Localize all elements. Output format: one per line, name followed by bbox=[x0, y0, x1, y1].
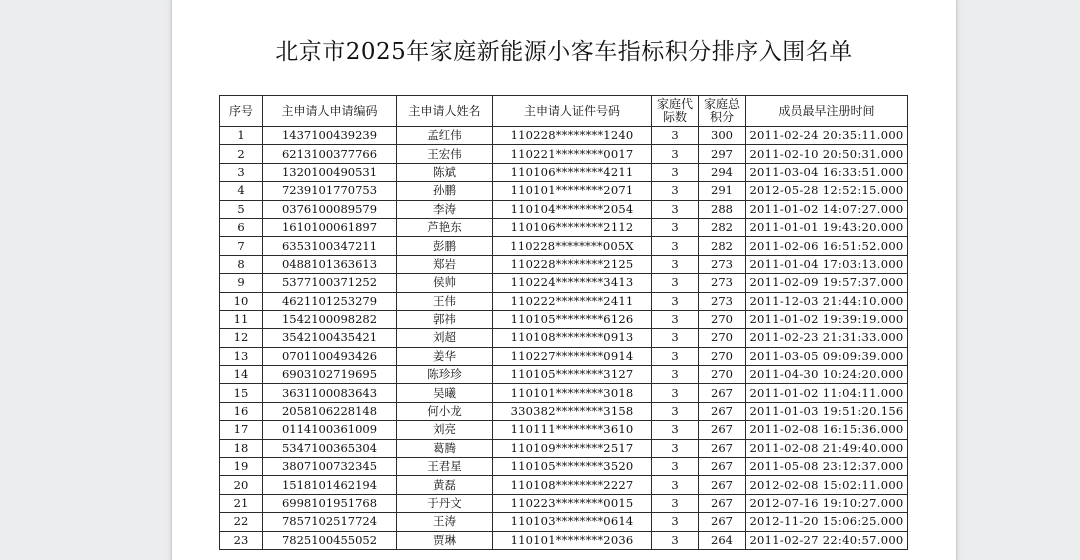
cell-generations: 3 bbox=[652, 310, 699, 328]
cell-generations: 3 bbox=[652, 237, 699, 255]
cell-seq: 1 bbox=[220, 127, 263, 145]
cell-generations: 3 bbox=[652, 329, 699, 347]
cell-seq: 23 bbox=[220, 531, 263, 549]
table-row bbox=[220, 310, 908, 328]
cell-total-points: 267 bbox=[699, 439, 746, 457]
cell-earliest-reg: 2011-01-02 19:39:19.000 bbox=[746, 310, 908, 328]
cell-total-points: 267 bbox=[699, 494, 746, 512]
cell-seq: 8 bbox=[220, 255, 263, 273]
cell-id-number: 110101********3018 bbox=[493, 384, 652, 402]
cell-total-points: 270 bbox=[699, 310, 746, 328]
cell-earliest-reg: 2011-02-09 19:57:37.000 bbox=[746, 274, 908, 292]
cell-id-number: 110106********4211 bbox=[493, 163, 652, 181]
table-row bbox=[220, 329, 908, 347]
cell-name: 刘亮 bbox=[397, 421, 493, 439]
cell-name: 贾琳 bbox=[397, 531, 493, 549]
cell-generations: 3 bbox=[652, 366, 699, 384]
cell-generations: 3 bbox=[652, 458, 699, 476]
cell-name: 陈斌 bbox=[397, 163, 493, 181]
cell-earliest-reg: 2011-02-10 20:50:31.000 bbox=[746, 145, 908, 163]
cell-earliest-reg: 2011-02-06 16:51:52.000 bbox=[746, 237, 908, 255]
cell-total-points: 267 bbox=[699, 402, 746, 420]
cell-name: 姜华 bbox=[397, 347, 493, 365]
cell-generations: 3 bbox=[652, 476, 699, 494]
table-row bbox=[220, 274, 908, 292]
cell-id-number: 110111********3610 bbox=[493, 421, 652, 439]
cell-seq: 10 bbox=[220, 292, 263, 310]
cell-total-points: 267 bbox=[699, 384, 746, 402]
cell-total-points: 270 bbox=[699, 347, 746, 365]
cell-id-number: 110223********0015 bbox=[493, 494, 652, 512]
cell-total-points: 288 bbox=[699, 200, 746, 218]
cell-app-code: 5347100365304 bbox=[263, 439, 397, 457]
cell-generations: 3 bbox=[652, 402, 699, 420]
table-row bbox=[220, 402, 908, 420]
header-name: 主申请人姓名 bbox=[397, 96, 493, 127]
cell-generations: 3 bbox=[652, 163, 699, 181]
cell-id-number: 110106********2112 bbox=[493, 218, 652, 236]
cell-generations: 3 bbox=[652, 182, 699, 200]
cell-name: 何小龙 bbox=[397, 402, 493, 420]
cell-id-number: 110103********0614 bbox=[493, 513, 652, 531]
header-generations: 家庭代际数 bbox=[652, 96, 699, 127]
cell-name: 芦艳东 bbox=[397, 218, 493, 236]
cell-seq: 4 bbox=[220, 182, 263, 200]
cell-earliest-reg: 2011-02-08 16:15:36.000 bbox=[746, 421, 908, 439]
cell-earliest-reg: 2011-03-04 16:33:51.000 bbox=[746, 163, 908, 181]
header-total-points: 家庭总积分 bbox=[699, 96, 746, 127]
cell-name: 彭鹏 bbox=[397, 237, 493, 255]
cell-name: 孟红伟 bbox=[397, 127, 493, 145]
cell-app-code: 3807100732345 bbox=[263, 458, 397, 476]
cell-generations: 3 bbox=[652, 347, 699, 365]
cell-seq: 21 bbox=[220, 494, 263, 512]
header-earliest-reg: 成员最早注册时间 bbox=[746, 96, 908, 127]
cell-name: 葛腾 bbox=[397, 439, 493, 457]
cell-seq: 6 bbox=[220, 218, 263, 236]
cell-seq: 7 bbox=[220, 237, 263, 255]
cell-id-number: 110104********2054 bbox=[493, 200, 652, 218]
cell-name: 侯帅 bbox=[397, 274, 493, 292]
cell-id-number: 110222********2411 bbox=[493, 292, 652, 310]
cell-total-points: 300 bbox=[699, 127, 746, 145]
cell-app-code: 1320100490531 bbox=[263, 163, 397, 181]
cell-id-number: 110221********0017 bbox=[493, 145, 652, 163]
cell-generations: 3 bbox=[652, 439, 699, 457]
cell-seq: 11 bbox=[220, 310, 263, 328]
cell-generations: 3 bbox=[652, 494, 699, 512]
cell-seq: 3 bbox=[220, 163, 263, 181]
cell-id-number: 330382********3158 bbox=[493, 402, 652, 420]
table-row bbox=[220, 366, 908, 384]
cell-app-code: 6353100347211 bbox=[263, 237, 397, 255]
cell-id-number: 110105********6126 bbox=[493, 310, 652, 328]
cell-app-code: 1542100098282 bbox=[263, 310, 397, 328]
cell-seq: 14 bbox=[220, 366, 263, 384]
cell-id-number: 110109********2517 bbox=[493, 439, 652, 457]
cell-earliest-reg: 2011-04-30 10:24:20.000 bbox=[746, 366, 908, 384]
cell-generations: 3 bbox=[652, 145, 699, 163]
cell-earliest-reg: 2011-01-01 19:43:20.000 bbox=[746, 218, 908, 236]
table-body bbox=[220, 127, 908, 550]
cell-name: 孙鹏 bbox=[397, 182, 493, 200]
cell-app-code: 3631100083643 bbox=[263, 384, 397, 402]
cell-app-code: 0488101363613 bbox=[263, 255, 397, 273]
cell-earliest-reg: 2012-02-08 15:02:11.000 bbox=[746, 476, 908, 494]
cell-app-code: 6903102719695 bbox=[263, 366, 397, 384]
cell-id-number: 110105********3520 bbox=[493, 458, 652, 476]
table-row bbox=[220, 476, 908, 494]
cell-app-code: 5377100371252 bbox=[263, 274, 397, 292]
table-row bbox=[220, 421, 908, 439]
cell-name: 郭祎 bbox=[397, 310, 493, 328]
cell-app-code: 3542100435421 bbox=[263, 329, 397, 347]
cell-earliest-reg: 2011-02-08 21:49:40.000 bbox=[746, 439, 908, 457]
table-row bbox=[220, 292, 908, 310]
cell-name: 王伟 bbox=[397, 292, 493, 310]
cell-total-points: 267 bbox=[699, 421, 746, 439]
cell-seq: 2 bbox=[220, 145, 263, 163]
cell-seq: 18 bbox=[220, 439, 263, 457]
cell-app-code: 1610100061897 bbox=[263, 218, 397, 236]
cell-earliest-reg: 2011-01-04 17:03:13.000 bbox=[746, 255, 908, 273]
cell-app-code: 7239101770753 bbox=[263, 182, 397, 200]
cell-app-code: 1518101462194 bbox=[263, 476, 397, 494]
table-header-row bbox=[220, 96, 908, 127]
cell-id-number: 110224********3413 bbox=[493, 274, 652, 292]
cell-earliest-reg: 2011-01-03 19:51:20.156 bbox=[746, 402, 908, 420]
cell-generations: 3 bbox=[652, 513, 699, 531]
cell-earliest-reg: 2011-05-08 23:12:37.000 bbox=[746, 458, 908, 476]
table-row bbox=[220, 513, 908, 531]
cell-generations: 3 bbox=[652, 127, 699, 145]
roster-table bbox=[219, 95, 908, 550]
cell-name: 李涛 bbox=[397, 200, 493, 218]
cell-seq: 13 bbox=[220, 347, 263, 365]
cell-app-code: 0114100361009 bbox=[263, 421, 397, 439]
document-page bbox=[172, 0, 956, 560]
cell-app-code: 1437100439239 bbox=[263, 127, 397, 145]
cell-app-code: 6998101951768 bbox=[263, 494, 397, 512]
table-row bbox=[220, 494, 908, 512]
cell-total-points: 267 bbox=[699, 476, 746, 494]
cell-name: 王君星 bbox=[397, 458, 493, 476]
cell-seq: 9 bbox=[220, 274, 263, 292]
cell-seq: 19 bbox=[220, 458, 263, 476]
cell-total-points: 282 bbox=[699, 237, 746, 255]
cell-earliest-reg: 2011-01-02 14:07:27.000 bbox=[746, 200, 908, 218]
cell-generations: 3 bbox=[652, 200, 699, 218]
cell-earliest-reg: 2012-11-20 15:06:25.000 bbox=[746, 513, 908, 531]
table-row bbox=[220, 218, 908, 236]
cell-app-code: 7857102517724 bbox=[263, 513, 397, 531]
cell-id-number: 110228********1240 bbox=[493, 127, 652, 145]
cell-generations: 3 bbox=[652, 292, 699, 310]
cell-earliest-reg: 2011-02-27 22:40:57.000 bbox=[746, 531, 908, 549]
header-seq: 序号 bbox=[220, 96, 263, 127]
cell-earliest-reg: 2012-05-28 12:52:15.000 bbox=[746, 182, 908, 200]
table-row bbox=[220, 145, 908, 163]
cell-id-number: 110228********005X bbox=[493, 237, 652, 255]
cell-id-number: 110227********0914 bbox=[493, 347, 652, 365]
cell-generations: 3 bbox=[652, 421, 699, 439]
cell-id-number: 110108********2227 bbox=[493, 476, 652, 494]
cell-id-number: 110101********2071 bbox=[493, 182, 652, 200]
cell-seq: 17 bbox=[220, 421, 263, 439]
cell-name: 王宏伟 bbox=[397, 145, 493, 163]
cell-name: 刘超 bbox=[397, 329, 493, 347]
cell-total-points: 297 bbox=[699, 145, 746, 163]
cell-app-code: 6213100377766 bbox=[263, 145, 397, 163]
cell-id-number: 110101********2036 bbox=[493, 531, 652, 549]
table-row bbox=[220, 237, 908, 255]
cell-earliest-reg: 2011-12-03 21:44:10.000 bbox=[746, 292, 908, 310]
cell-total-points: 273 bbox=[699, 292, 746, 310]
cell-generations: 3 bbox=[652, 531, 699, 549]
cell-total-points: 270 bbox=[699, 366, 746, 384]
cell-app-code: 7825100455052 bbox=[263, 531, 397, 549]
cell-id-number: 110105********3127 bbox=[493, 366, 652, 384]
cell-name: 陈珍珍 bbox=[397, 366, 493, 384]
cell-total-points: 282 bbox=[699, 218, 746, 236]
cell-name: 黄磊 bbox=[397, 476, 493, 494]
cell-total-points: 273 bbox=[699, 274, 746, 292]
cell-generations: 3 bbox=[652, 274, 699, 292]
cell-seq: 16 bbox=[220, 402, 263, 420]
table-row bbox=[220, 255, 908, 273]
cell-earliest-reg: 2012-07-16 19:10:27.000 bbox=[746, 494, 908, 512]
table-row bbox=[220, 200, 908, 218]
cell-name: 吴曦 bbox=[397, 384, 493, 402]
cell-earliest-reg: 2011-01-02 11:04:11.000 bbox=[746, 384, 908, 402]
cell-seq: 12 bbox=[220, 329, 263, 347]
cell-seq: 20 bbox=[220, 476, 263, 494]
cell-seq: 22 bbox=[220, 513, 263, 531]
cell-total-points: 294 bbox=[699, 163, 746, 181]
cell-seq: 5 bbox=[220, 200, 263, 218]
cell-generations: 3 bbox=[652, 218, 699, 236]
cell-earliest-reg: 2011-03-05 09:09:39.000 bbox=[746, 347, 908, 365]
cell-name: 王涛 bbox=[397, 513, 493, 531]
cell-name: 于丹文 bbox=[397, 494, 493, 512]
cell-total-points: 291 bbox=[699, 182, 746, 200]
table-row bbox=[220, 458, 908, 476]
cell-total-points: 273 bbox=[699, 255, 746, 273]
header-app-code: 主申请人申请编码 bbox=[263, 96, 397, 127]
cell-earliest-reg: 2011-02-24 20:35:11.000 bbox=[746, 127, 908, 145]
cell-generations: 3 bbox=[652, 255, 699, 273]
cell-app-code: 4621101253279 bbox=[263, 292, 397, 310]
cell-app-code: 2058106228148 bbox=[263, 402, 397, 420]
cell-id-number: 110108********0913 bbox=[493, 329, 652, 347]
cell-total-points: 267 bbox=[699, 458, 746, 476]
table-row bbox=[220, 163, 908, 181]
cell-earliest-reg: 2011-02-23 21:31:33.000 bbox=[746, 329, 908, 347]
cell-app-code: 0701100493426 bbox=[263, 347, 397, 365]
cell-name: 郑岩 bbox=[397, 255, 493, 273]
table-row bbox=[220, 439, 908, 457]
cell-generations: 3 bbox=[652, 384, 699, 402]
cell-total-points: 270 bbox=[699, 329, 746, 347]
cell-app-code: 0376100089579 bbox=[263, 200, 397, 218]
table-row bbox=[220, 127, 908, 145]
table-row bbox=[220, 531, 908, 549]
header-id-number: 主申请人证件号码 bbox=[493, 96, 652, 127]
cell-seq: 15 bbox=[220, 384, 263, 402]
cell-total-points: 267 bbox=[699, 513, 746, 531]
document-title: 北京市2025年家庭新能源小客车指标积分排序入围名单 bbox=[275, 39, 853, 65]
cell-id-number: 110228********2125 bbox=[493, 255, 652, 273]
table-row bbox=[220, 347, 908, 365]
cell-total-points: 264 bbox=[699, 531, 746, 549]
table-row bbox=[220, 384, 908, 402]
table-row bbox=[220, 182, 908, 200]
